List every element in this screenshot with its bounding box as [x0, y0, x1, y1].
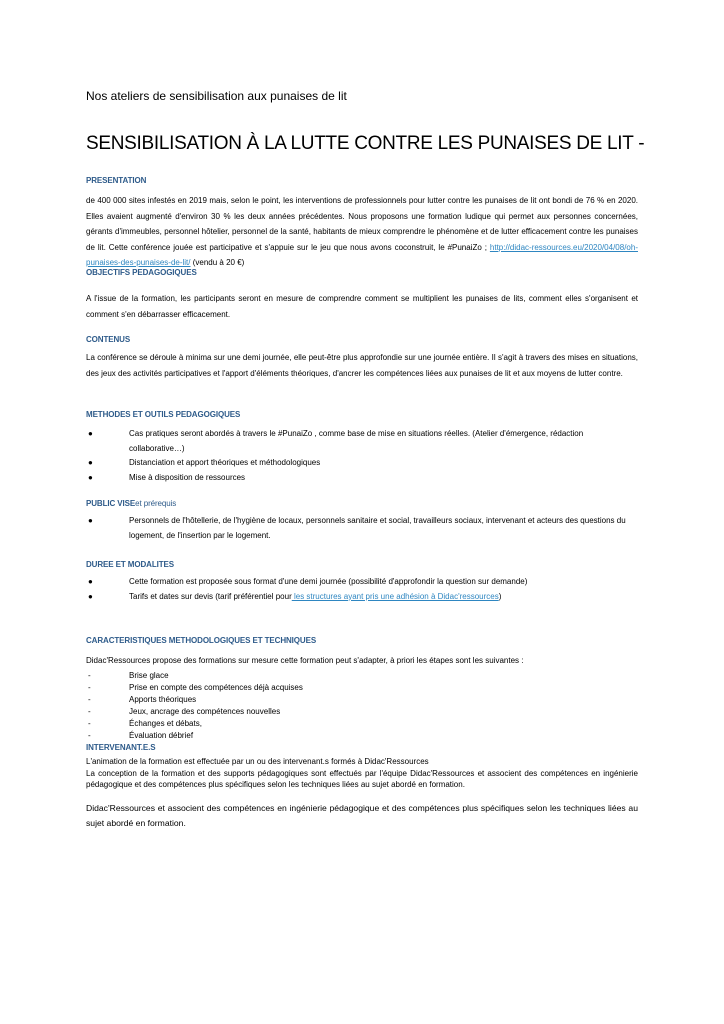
caracteristiques-intro: Didac'Ressources propose des formations sur mesure cette formation peut s'adapter, à priori les étapes sont les suivantes : — [86, 656, 524, 665]
section-heading-contenus: CONTENUS — [86, 335, 131, 344]
page-title: SENSIBILISATION À LA LUTTE CONTRE LES PUNAISES DE LIT - — [86, 133, 645, 154]
closing-paragraph: Didac'Ressources et associent des compétences en ingénierie pédagogique et des compétences plus spécifiques selon les techniques liées au sujet abordé en formation. — [86, 803, 638, 828]
page-subtitle: Nos ateliers de sensibilisation aux punaises de lit — [86, 89, 347, 103]
bullet-icon: ● — [88, 591, 93, 601]
list-item: - Brise glace — [88, 671, 169, 680]
section-heading-objectifs: OBJECTIFS PEDAGOGIQUES — [86, 268, 197, 277]
list-item: ● Cas pratiques seront abordés à travers le #PunaiZo , comme base de mise en situations réelles. (Atelier d'émergence, rédaction collaborative…) — [88, 429, 584, 453]
section-heading-caracteristiques: CARACTERISTIQUES METHODOLOGIQUES ET TECHNIQUES — [86, 636, 317, 645]
list-item: ● Mise à disposition de ressources — [86, 471, 638, 486]
section-heading-public: PUBLIC VISEet prérequis — [86, 499, 177, 508]
presentation-price: (vendu à 20 €) — [190, 258, 245, 267]
list-item: ● Tarifs et dates sur devis (tarif préférentiel pour les structures ayant pris une adhésion à Didac'ressources) — [86, 590, 638, 605]
list-item: ● Cette formation est proposée sous format d'une demi journée (possibilité d'approfondir la question sur demande) — [86, 575, 638, 590]
duree-list — [86, 575, 638, 604]
list-item: - Évaluation débrief — [88, 731, 194, 740]
list-item: - Apports théoriques — [88, 695, 197, 704]
list-item: - Jeux, ancrage des compétences nouvelles — [88, 707, 281, 716]
presentation-link[interactable]: http://didac-ressources.eu/2020/04/08/oh-punaises-des-punaises-de-lit/ — [86, 242, 638, 267]
presentation-text: de 400 000 sites infestés en 2019 mais, selon le point, les interventions de professionnels pour lutter contre les punaises de lit ont bondi de 76 % en 2020. Elles avaient augmenté d'environ 30 % les deux années précédentes. Nous proposons une formation ludique qui permet aux personnes concernées, gérants d'immeubles, personnel hôtelier, personnel de la santé, habitants de mieux comprendre le phénomène et de lutter efficacement contre les punaises de lit. Cette conférence jouée est participative et s'appuie sur le jeu que nous avons coconstruit, le #PunaiZo ; — [86, 196, 638, 252]
steps-list — [86, 670, 638, 742]
bullet-icon: ● — [88, 577, 93, 586]
list-item: ● Distanciation et apport théoriques et méthodologiques — [86, 456, 638, 471]
section-heading-methodes: METHODES ET OUTILS PEDAGOGIQUES — [86, 410, 241, 419]
intervenants-paragraph: L'animation de la formation est effectuée par un ou des intervenant.s formés à Didac'Ressources La conception de la formation et des supports pédagogiques sont effectués par l'équipe Didac'Ressources et associent des compétences en ingénierie pédagogique et des compétences plus spécifiques selon les techniques liées au sujet abordé en formation. — [86, 757, 638, 789]
bullet-icon: ● — [88, 458, 93, 467]
bullet-icon: ● — [88, 516, 93, 525]
contenus-paragraph: La conférence se déroule à minima sur une demi journée, elle peut-être plus approfondie sur une journée entière. Il s'agit à travers des mises en situations, des jeux des activités participatives et l'apport d'éléments théoriques, d'ancrer les compétences liées aux punaises de lit et aux moyens de lutter contre. — [86, 353, 638, 378]
presentation-paragraph — [86, 193, 638, 271]
objectifs-paragraph: A l'issue de la formation, les participants seront en mesure de comprendre comment se multiplient les punaises de lits, comment elles s'organisent et comment s'en débarrasser efficacement. — [86, 294, 638, 319]
bullet-icon: ● — [88, 429, 93, 438]
list-item: ● Personnels de l'hôtellerie, de l'hygiène de locaux, personnels sanitaire et social, travailleurs sociaux, intervenant et acteurs des questions du logement, de l'insertion par le logement. — [88, 516, 626, 540]
methodes-list — [86, 427, 638, 485]
adhesion-link[interactable]: les structures ayant pris une adhésion à Didac'ressources — [291, 591, 499, 601]
list-item: - Échanges et débats, — [88, 719, 202, 728]
section-heading-duree: DUREE ET MODALITES — [86, 560, 174, 569]
bullet-icon: ● — [88, 472, 93, 482]
list-item: - Prise en compte des compétences déjà acquises — [88, 683, 303, 692]
public-list — [86, 514, 638, 543]
section-heading-presentation: PRESENTATION — [86, 176, 147, 185]
section-heading-intervenants: INTERVENANT.E.S — [86, 743, 156, 752]
